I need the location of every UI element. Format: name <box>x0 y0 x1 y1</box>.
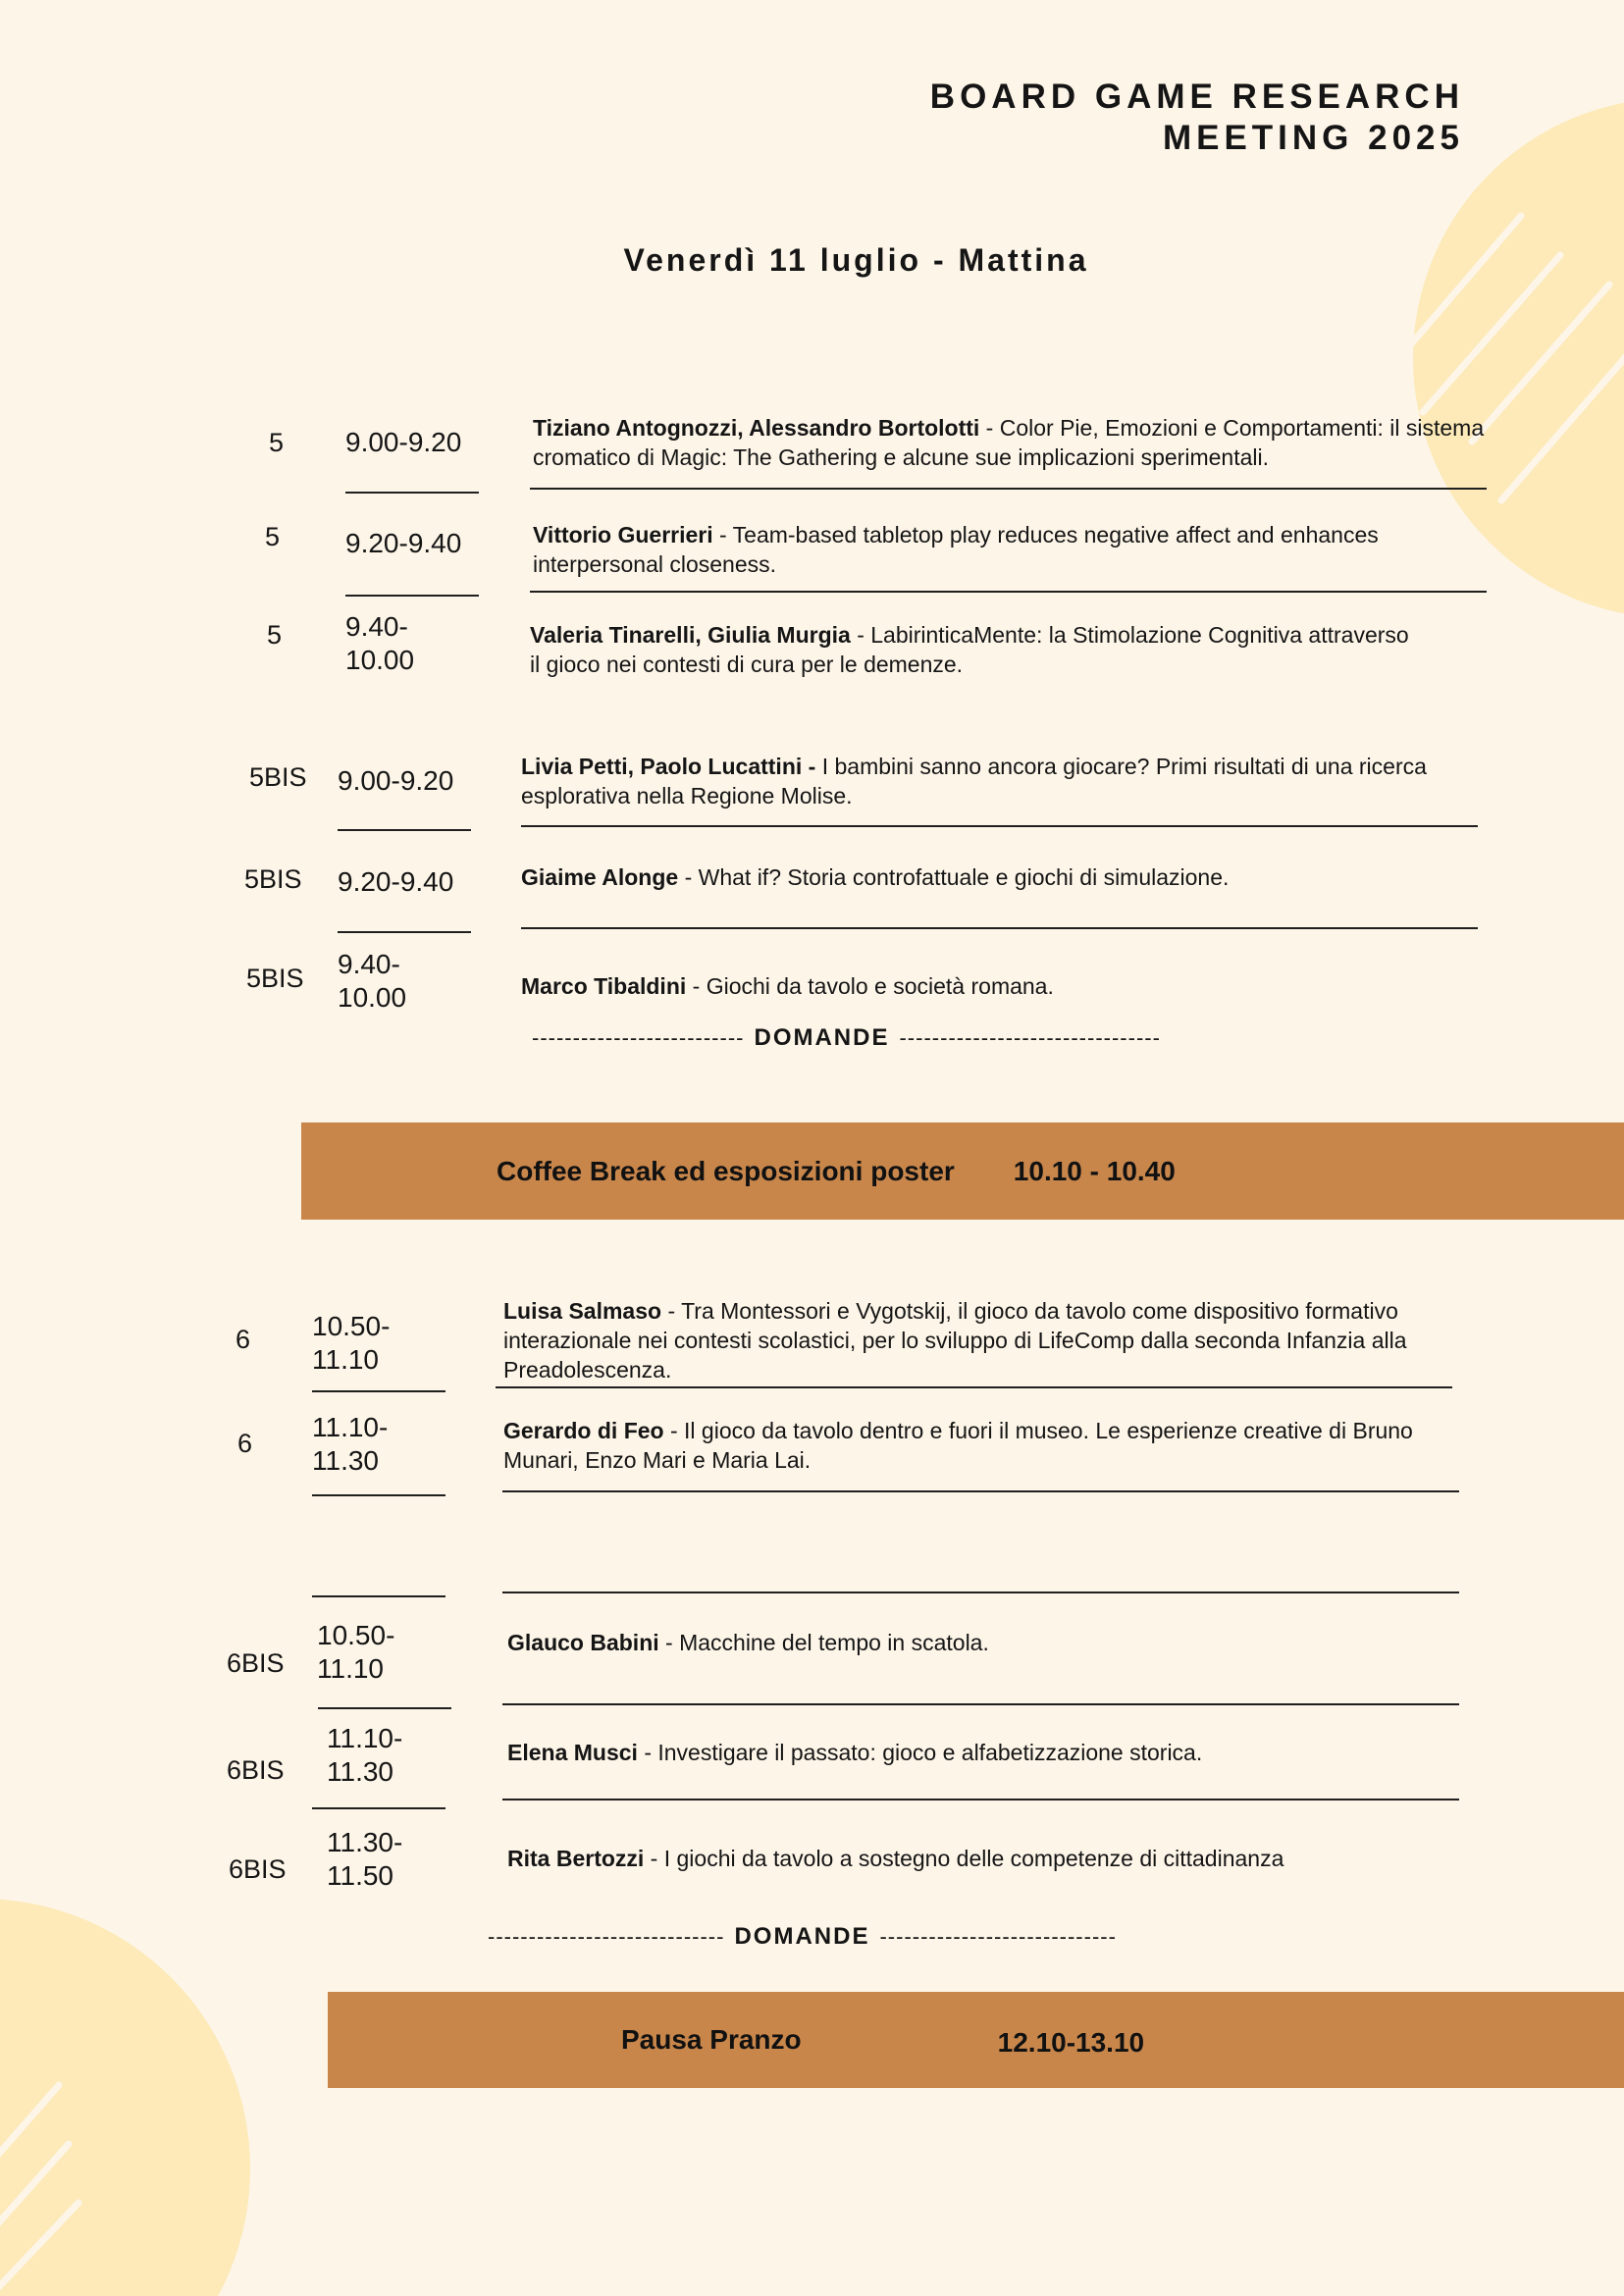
divider <box>496 1386 1452 1388</box>
talk-authors: Elena Musci <box>507 1740 638 1765</box>
room-number: 5 <box>267 620 283 650</box>
talk-authors: Marco Tibaldini <box>521 973 687 999</box>
talk-entry <box>507 1738 1469 1767</box>
questions-label: DOMANDE <box>734 1923 870 1950</box>
divider <box>338 829 471 831</box>
lunch-band <box>328 1992 1624 2088</box>
room-number: 5BIS <box>249 762 307 792</box>
questions-label: DOMANDE <box>754 1024 890 1051</box>
time-slot: 11.10-11.30 <box>327 1723 403 1787</box>
divider <box>345 492 479 494</box>
time-slot: 9.00-9.20 <box>345 427 462 457</box>
talk-entry <box>507 1628 1469 1657</box>
talk-entry <box>503 1296 1465 1384</box>
divider <box>312 1390 445 1392</box>
divider <box>502 1490 1459 1492</box>
coffee-break-time: 10.10 - 10.40 <box>1013 1155 1176 1186</box>
room-number: 6BIS <box>227 1648 285 1678</box>
talk-title: - Il gioco da tavolo dentro e fuori il museo. Le esperienze creative di Bruno Munari, Enzo Mari e Maria Lai. <box>503 1418 1413 1473</box>
divider <box>530 488 1487 490</box>
talk-title: - Color Pie, Emozioni e Comportamenti: il sistema cromatico di Magic: The Gathering e alcune sue implicazioni sperimentali. <box>533 415 1485 470</box>
talk-title: - What if? Storia controfattuale e giochi di simulazione. <box>678 864 1230 890</box>
divider <box>502 1592 1459 1593</box>
talk-entry <box>521 971 1483 1001</box>
divider <box>338 931 471 933</box>
talk-authors: Gerardo di Feo <box>503 1418 664 1443</box>
talk-title: - LabirinticaMente: la Stimolazione Cognitiva attraverso il gioco nei contesti di cura per le demenze. <box>530 622 1409 677</box>
room-number: 5 <box>269 428 285 457</box>
talk-authors: Valeria Tinarelli, Giulia Murgia <box>530 622 851 648</box>
room-number: 6 <box>237 1429 253 1458</box>
divider <box>345 595 479 597</box>
divider <box>312 1494 445 1496</box>
room-number: 6BIS <box>229 1854 287 1884</box>
talk-authors: Luisa Salmaso <box>503 1298 662 1324</box>
time-slot: 9.20-9.40 <box>345 528 462 558</box>
talk-authors: Rita Bertozzi <box>507 1846 645 1871</box>
talk-authors: Livia Petti, Paolo Lucattini - <box>521 754 816 779</box>
room-number: 6 <box>236 1325 251 1354</box>
time-slot: 9.40-10.00 <box>338 949 407 1013</box>
talk-entry <box>521 862 1483 892</box>
time-slot: 9.00-9.20 <box>338 765 454 796</box>
time-slot: 10.50-11.10 <box>312 1311 391 1375</box>
talk-title: - Team-based tabletop play reduces negative affect and enhances interpersonal closeness. <box>533 522 1379 577</box>
room-number: 5BIS <box>246 964 304 993</box>
coffee-break-label: Coffee Break ed esposizioni poster <box>497 1155 955 1186</box>
decor-circle-bottom-left <box>0 1850 255 2296</box>
divider <box>521 825 1478 827</box>
time-slot: 9.20-9.40 <box>338 866 454 897</box>
talk-authors: Glauco Babini <box>507 1630 659 1655</box>
talk-entry <box>533 520 1455 579</box>
lunch-label: Pausa Pranzo <box>621 2024 802 2055</box>
lunch-time: 12.10-13.10 <box>997 2027 1145 2058</box>
talk-entry <box>503 1416 1465 1475</box>
questions-separator: -------------------------- DOMANDE -------------------------------- <box>532 1024 1161 1051</box>
talk-authors: Tiziano Antognozzi, Alessandro Bortolotti <box>533 415 980 441</box>
talk-title: - Macchine del tempo in scatola. <box>658 1630 989 1655</box>
talk-authors: Giaime Alonge <box>521 864 679 890</box>
decor-circle-top-right <box>1413 98 1624 687</box>
page-title: BOARD GAME RESEARCH MEETING 2025 <box>929 78 1464 157</box>
talk-title: I bambini sanno ancora giocare? Primi risultati di una ricerca esplorativa nella Regione Molise. <box>521 754 1427 809</box>
talk-title: - Giochi da tavolo e società romana. <box>686 973 1054 999</box>
time-slot: 9.40-10.00 <box>345 611 415 675</box>
divider <box>521 927 1478 929</box>
talk-title: - Tra Montessori e Vygotskij, il gioco da tavolo come dispositivo formativo interazionale nei contesti scolastici, per lo sviluppo di LifeComp dalla seconda Infanzia alla Preadolescenza. <box>503 1298 1407 1383</box>
divider <box>312 1807 445 1809</box>
day-subtitle: Venerdì 11 luglio - Mattina <box>623 242 1089 278</box>
talk-entry <box>533 413 1494 472</box>
talk-authors: Vittorio Guerrieri <box>533 522 713 548</box>
talk-entry <box>521 752 1512 810</box>
talk-title: - I giochi da tavolo a sostegno delle competenze di cittadinanza <box>644 1846 1284 1871</box>
divider <box>502 1799 1459 1800</box>
talk-entry <box>507 1844 1469 1873</box>
time-slot: 11.10-11.30 <box>312 1412 389 1476</box>
divider <box>318 1707 451 1709</box>
divider <box>502 1703 1459 1705</box>
room-number: 5BIS <box>244 864 302 894</box>
time-slot: 10.50-11.10 <box>317 1620 395 1684</box>
talk-title: - Investigare il passato: gioco e alfabetizzazione storica. <box>637 1740 1203 1765</box>
coffee-break-band <box>301 1122 1624 1220</box>
room-number: 5 <box>265 522 281 551</box>
questions-separator: ----------------------------- DOMANDE ----------------------------- <box>488 1923 1117 1950</box>
time-slot: 11.30-11.50 <box>327 1827 403 1891</box>
room-number: 6BIS <box>227 1755 285 1785</box>
divider <box>312 1595 445 1597</box>
talk-entry <box>530 620 1413 679</box>
divider <box>530 591 1487 593</box>
